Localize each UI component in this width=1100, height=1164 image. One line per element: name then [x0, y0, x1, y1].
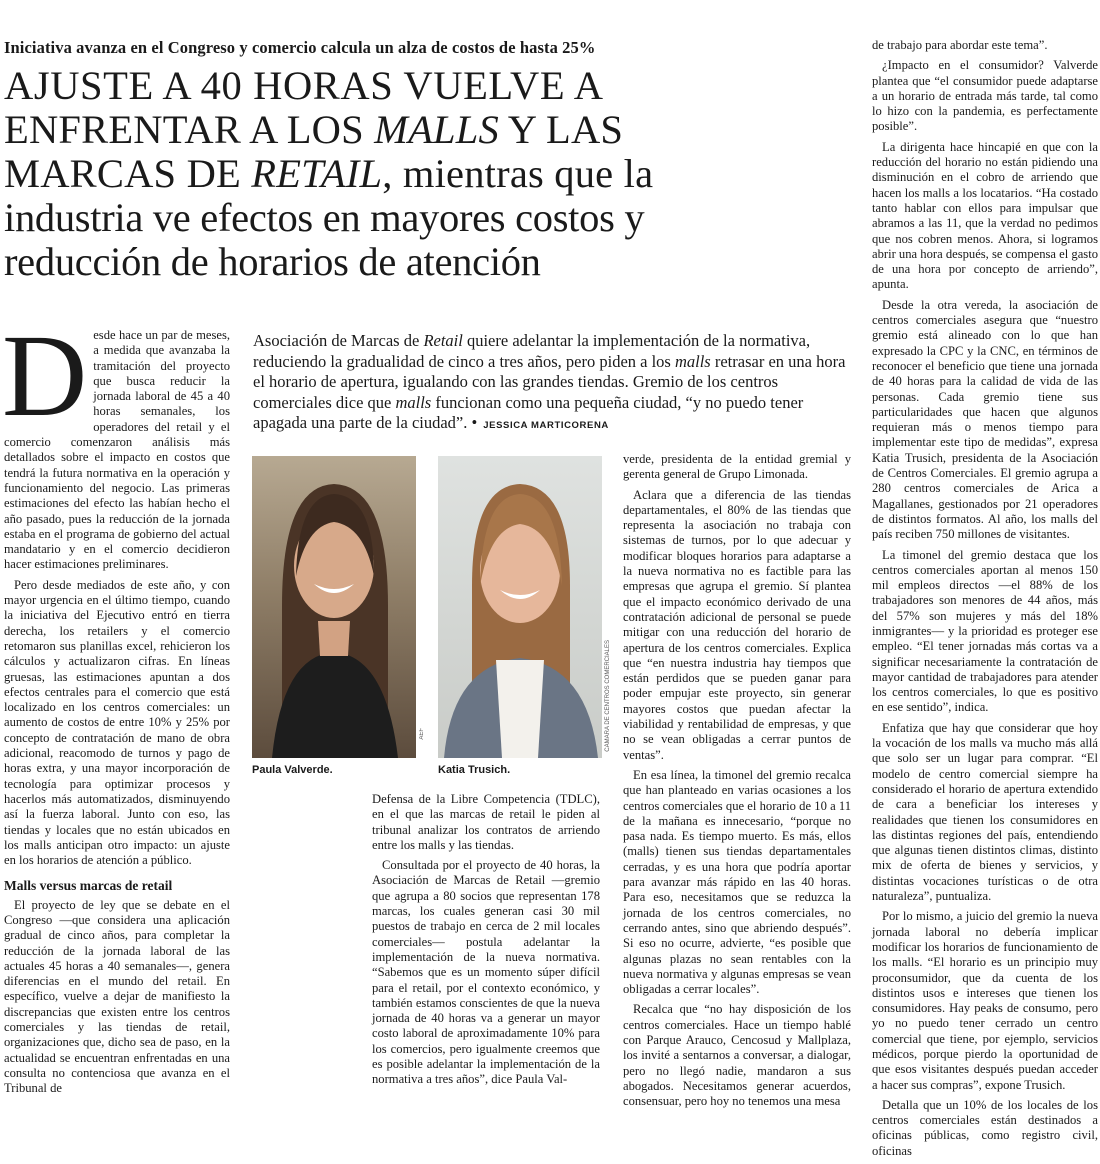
photo-paula-valverde	[252, 456, 416, 758]
subhead: Malls versus marcas de retail	[4, 878, 173, 894]
paragraph: Detalla que un 10% de los locales de los centros comerciales están destinados a oficinas públicas, como registro civil, oficinas	[872, 1097, 1098, 1158]
paragraph: de trabajo para abordar este tema”.	[872, 38, 1048, 52]
headline-line-2: ENFRENTAR A LOS MALLS Y LAS	[4, 107, 624, 152]
paragraph: Consultada por el proyecto de 40 horas, la Asociación de Marcas de Retail —gremio que agrupa a 80 socios que representan 178 marcas, los cuales generan casi 30 mil puestos de trabajo en cerca de 2 mil locales comerciales— postula adelantar la implementación de la nueva normativa. “Sabemos que es un momento súper difícil para el retail, por el contexto económico, y también estamos conscientes de que la nueva jornada de 40 horas va a generar un mayor costo laboral de aproximadamente 10% para los comercios, pero igualmente creemos que es posible adelantar la implementación de la normativa a tres años”, dice Paula Val-	[372, 858, 600, 1087]
paragraph: verde, presidenta de la entidad gremial y gerenta general de Grupo Limonada.	[623, 452, 851, 482]
paragraph: Pero desde mediados de este año, y con mayor urgencia en el último tiempo, cuando la iniciativa del Ejecutivo entró en tierra derecha, los retailers y el comercio retomaron sus planillas excel, rehicieron los cálculos y actualizaron cifras. En líneas gruesas, las estimaciones apuntan a dos efectos centrales para el comercio que está localizado en los centros comerciales: un aumento de costos de entre 10% y 25% por concepto de contratación de mano de obra adicional, reacomodo de turnos y pago de horas extra, y una mayor incorporación de tecnología para optimizar procesos y hacerlos más automatizados, disminuyendo así la fuerza laboral. Junto con eso, las tiendas y locales que no están ubicados en los malls anticipan otro impacto: un ajuste en los horarios de atención a público.	[4, 577, 230, 868]
paragraph: Recalca que “no hay disposición de los centros comerciales. Hace un tiempo hablé con Parque Arauco, Cencosud y Mallplaza, los invité a sentarnos a conversar, a dialogar, pero no llegó nadie, mandaron a sus abogados. Necesitamos generar acuerdos, consensuar, pero hoy no tenemos una mesa	[623, 1002, 851, 1109]
paragraph: La dirigenta hace hincapié en que con la reducción del horario no están pidiendo una disminución en el cobro de arriendo que hacen los malls a los locatarios. “Ha costado tanto hablar con ellos para impulsar que abramos a las 11, que la verdad no pedimos que nos cobren menos. Ahora, si logramos abrir una hora después, se compensa el gasto de una hora por concepto de arriendo”, apunta.	[872, 139, 1098, 292]
lede: Asociación de Marcas de Retail quiere adelantar la implementación de la normativa, reduciendo la gradualidad de cinco a tres años, pero piden a los malls retrasar en una hora el horario de apertura, igualando con las grandes tiendas. Gremio de los centros comerciales dice que malls funcionan como una pequeña ciudad, “y no puedo tener apagada una parte de la ciudad”. • JESSICA MARTICORENA	[253, 331, 846, 432]
article-column-4	[623, 452, 851, 1114]
paragraph: En esa línea, la timonel del gremio recalca que han planteado en varias ocasiones a los centros comerciales que el horario de 10 a 11 de la mañana es innecesario, “porque no pasa nada. Es tiempo muerto. Es más, ellos (malls) tienen sus tiendas departamentales cerradas, y es una hora que podría aportar para avanzar más rápido en las 40 horas. Para eso, necesitamos que se reduzca la jornada de los centros comerciales, no cerrando antes, sino que abriendo después”. Si eso no ocurre, advierte, “es posible que algunas plazas no sean rentables con la nueva normativa y algunas empresas se vean obligadas a cerrar locales”.	[623, 767, 851, 997]
paragraph: ¿Impacto en el consumidor? Valverde plantea que “el consumidor puede adaptarse a un horario de entrada más tarde, tal como lo hizo con la pandemia, es perfectamente posible”.	[872, 58, 1098, 134]
photo-caption: Katia Trusich.	[438, 764, 511, 776]
photo-credit: AEF	[419, 728, 425, 740]
photo-caption: Paula Valverde.	[252, 764, 333, 776]
article-column-1	[2, 310, 230, 1102]
headline-line-5: reducción de horarios de atención	[4, 239, 541, 284]
kicker: Iniciativa avanza en el Congreso y comercio calcula un alza de costos de hasta 25%	[4, 38, 596, 57]
paragraph: Por lo mismo, a juicio del gremio la nueva jornada laboral no debería implicar modificar los horarios de funcionamiento de los malls. “El horario es un principio muy proconsumidor, que da cuenta de los distintos usos e intereses que tienen los consumidores. Hay peaks de consumo, pero yo no puedo tener cerrado un centro comercial que tiene, por ejemplo, servicios médicos, porque pierdo la oportunidad de que esos visitantes después puedan acceder a hacer sus compras”, expone Trusich.	[872, 909, 1098, 1092]
paragraph: Desde la otra vereda, la asociación de centros comerciales asegura que “nuestro gremio está alineado con lo que han expresado la CPC y la CNC, en términos de reconocer el beneficio que tiene una jornada de 40 horas para la calidad de vida de las personas. Cada gremio tiene sus particularidades que hacen que algunos requieran más o menos tiempo para implementar este tipo de medidas”, expresa Katia Trusich, presidenta de la Asociación de Centros Comerciales. El gremio agrupa a 280 centros comerciales de Arica a Magallanes, gestionados por 21 operadores de distintos formatos. Al año, los malls del país reciben 750 millones de visitantes.	[872, 297, 1098, 542]
portrait-illustration	[438, 456, 602, 758]
paragraph: El proyecto de ley que se debate en el Congreso —que considera una aplicación gradual de cinco años, para completar la reducción de la jornada laboral de las actuales 45 horas a 40 semanales—, genera diferencias en el mundo del retail. En específico, vuelve a dejar de manifiesto la discrepancias que existen entre los centros comerciales y las tiendas de retail, organizaciones que, dicho sea de paso, en la actualidad se encuentran enfrentadas en una consulta no contenciosa que avanza en el Tribunal de	[4, 897, 230, 1096]
portrait-illustration	[252, 456, 416, 758]
headline-line-4: industria ve efectos en mayores costos y	[4, 195, 645, 240]
paragraph: esde hace un par de meses, a medida que avanzaba la tramitación del proyecto que busca reducir la jornada laboral de 45 a 40 horas semanales, los operadores del retail y el comercio comenzaron análisis más detallados sobre el impacto en costos que tendrá la futura normativa en la operación y funcionamiento del negocio. Las primeras estimaciones del efecto las habían hecho el año pasado, pues la reducción de la jornada estaba en el programa de gobierno del actual mandatario y en el comercio decidieron hacer estimaciones preliminares.	[4, 328, 230, 572]
paragraph: Aclara que a diferencia de las tiendas departamentales, el 80% de las tiendas que representa la asociación no trabaja con sistemas de turnos, por lo que adecuar y modificar bloques horarios para adaptarse a la nueva normativa no es factible para las empresas que agrupa el gremio. Sí plantea que el impacto económico derivado de una contratación adicional de personal se puede mitigar con una reducción del horario de apertura de los centros comerciales. Explica que “en nuestra industria hay tiempos que están perdidos que se pueden ganar para poder empujar este proyecto, sin generar mayores costos que puedan afectar la viabilidad y rentabilidad de empresas, y que no se vean obligadas a cerrar puntos de ventas”.	[623, 487, 851, 762]
byline: JESSICA MARTICORENA	[483, 420, 609, 431]
paragraph: Enfatiza que hay que considerar que hoy la vocación de los malls va mucho más allá que solo ser un lugar para comprar. “El modelo de centro comercial siempre ha considerado el horario de apertura extendido de cara a beneficiar los intereses y realidades que tienen los consumidores en las distintas regiones del país, entendiendo que algunas tienen distintos climas, distinto mix de oferta de bienes y servicios, y distintas vocaciones turísticas o de otra naturaleza”, puntualiza.	[872, 720, 1098, 904]
paragraph: Defensa de la Libre Competencia (TDLC), en el que las marcas de retail le piden al tribunal analizar los contratos de arriendo entre los malls y las tiendas.	[372, 792, 600, 852]
photo-credit: CÁMARA DE CENTROS COMERCIALES	[605, 640, 611, 752]
article-column-5	[872, 38, 1098, 1164]
headline-line-1: AJUSTE A 40 HORAS VUELVE A	[4, 63, 604, 108]
drop-cap: D	[2, 310, 88, 441]
headline-line-3: MARCAS DE RETAIL, mientras que la	[4, 151, 654, 196]
paragraph: La timonel del gremio destaca que los centros comerciales aportan al menos 150 mil empleos directos —el 88% de los trabajadores son menores de 44 años, más del 57% son mujeres y más del 18% inmigrantes— y la prioridad es proteger ese empleo. “El tener jornadas más cortas va a significar necesariamente la contratación de mayor cantidad de trabajadores para atender los centros comerciales, lo que es positivo en ese sentido”, indica.	[872, 547, 1098, 715]
headline	[4, 64, 854, 284]
article-column-3	[372, 792, 600, 1093]
photo-katia-trusich	[438, 456, 602, 758]
